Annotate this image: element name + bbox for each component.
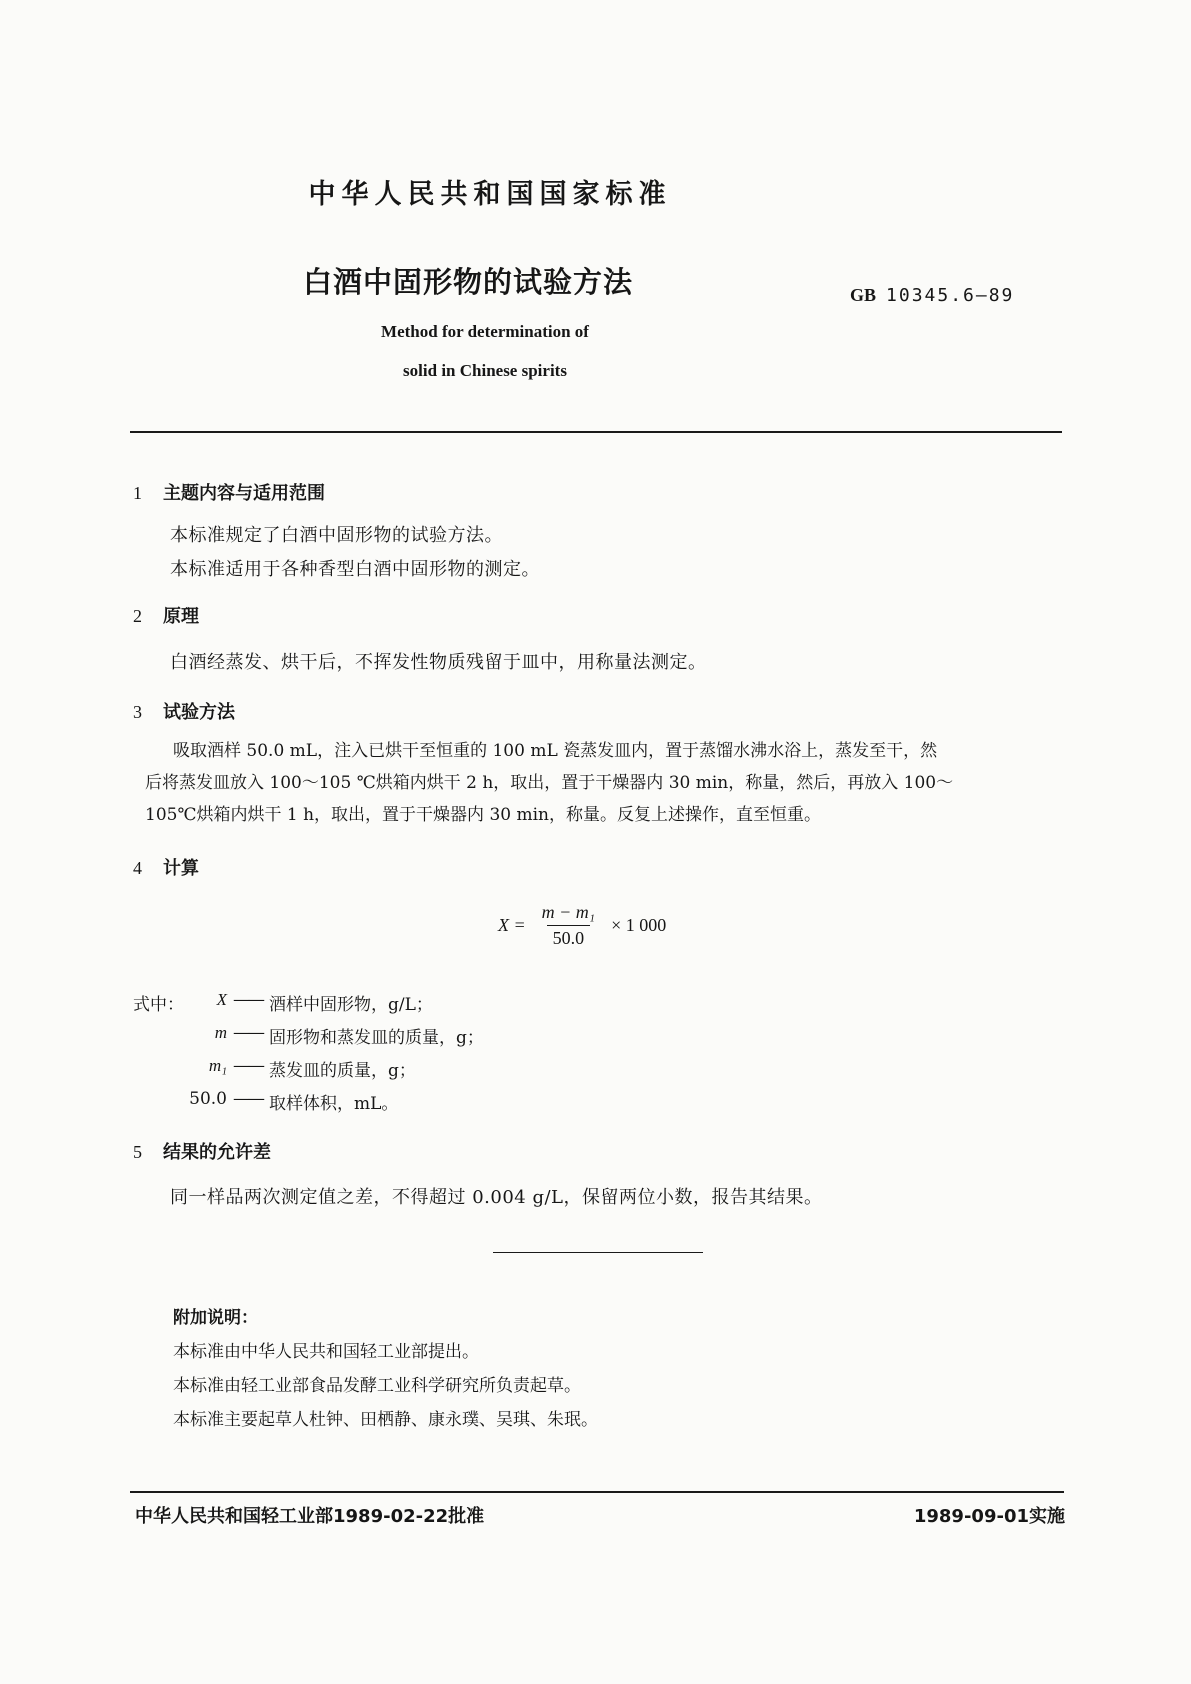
- footer-rule: [130, 1491, 1064, 1493]
- section-number: 1: [133, 483, 142, 503]
- note-item: 本标准由轻工业部食品发酵工业科学研究所负责起草。: [173, 1376, 581, 1396]
- variable-symbol: X: [216, 990, 227, 1009]
- section-3-heading: [133, 698, 235, 724]
- section-1-heading: [133, 479, 325, 505]
- formula-denominator: 50.0: [547, 925, 591, 949]
- note-item: 本标准由中华人民共和国轻工业部提出。: [173, 1342, 479, 1362]
- variable-row: [175, 1089, 775, 1122]
- section-3-line-3: 105℃烘箱内烘干 1 h，取出，置于干燥器内 30 min，称量。反复上述操作，直至恒重。: [145, 805, 821, 825]
- variable-symbol: m₁: [208, 1056, 227, 1075]
- variable-desc: 酒样中固形物，g/L；: [269, 995, 433, 1015]
- formula-multiplier: × 1 000: [611, 915, 667, 935]
- variable-row: [175, 1056, 775, 1089]
- variable-dash: ——: [233, 1023, 263, 1043]
- variable-dash: ——: [233, 1056, 263, 1076]
- variable-symbol: 50.0: [189, 1089, 227, 1109]
- section-number: 4: [133, 858, 142, 878]
- standard-code: 10345.6—89: [886, 285, 1015, 306]
- document-title: 白酒中固形物的试验方法: [303, 265, 634, 299]
- variable-row: [175, 990, 775, 1023]
- end-of-text-rule: [493, 1252, 703, 1253]
- variables-intro: 式中：: [133, 995, 184, 1015]
- variable-dash: ——: [233, 990, 263, 1010]
- section-1-para-2: 本标准适用于各种香型白酒中固形物的测定。: [170, 559, 540, 580]
- standard-prefix: GB: [850, 285, 877, 305]
- section-3-line-1: 吸取酒样 50.0 mL，注入已烘干至恒重的 100 mL 瓷蒸发皿内，置于蒸馏水沸水浴上，蒸发至干，然: [173, 741, 938, 761]
- notes-heading: 附加说明：: [173, 1308, 258, 1328]
- section-3-line-2: 后将蒸发皿放入 100～105 ℃烘箱内烘干 2 h，取出，置于干燥器内 30 min，称量，然后，再放入 100～: [145, 773, 954, 793]
- section-2-para-1: 白酒经蒸发、烘干后，不挥发性物质残留于皿中，用称量法测定。: [170, 652, 707, 673]
- formula-fraction: [536, 902, 601, 949]
- variable-symbol: m: [214, 1023, 227, 1042]
- variable-desc: 固形物和蒸发皿的质量，g；: [269, 1028, 484, 1048]
- section-title: 试验方法: [163, 702, 235, 723]
- variable-desc: 取样体积，mL。: [269, 1094, 399, 1114]
- effective-date: 1989-09-01实施: [913, 1506, 1065, 1527]
- national-standard-header: 中华人民共和国国家标准: [308, 179, 672, 210]
- section-5-heading: [133, 1138, 271, 1164]
- section-2-heading: [133, 602, 199, 628]
- formula-lhs: X =: [498, 915, 526, 935]
- formula-numerator: m − m₁: [541, 902, 596, 922]
- english-title-line2: solid in Chinese spirits: [403, 361, 567, 380]
- variable-desc: 蒸发皿的质量，g；: [269, 1061, 416, 1081]
- variable-dash: ——: [233, 1089, 263, 1109]
- section-title: 主题内容与适用范围: [163, 483, 325, 504]
- standard-number: [850, 285, 1014, 306]
- section-number: 5: [133, 1142, 142, 1162]
- section-title: 计算: [163, 858, 199, 879]
- calculation-formula: [498, 902, 666, 949]
- variables-list: [175, 990, 775, 1122]
- section-number: 2: [133, 606, 142, 626]
- section-title: 原理: [163, 606, 199, 627]
- section-number: 3: [133, 702, 142, 722]
- section-title: 结果的允许差: [163, 1142, 271, 1163]
- section-5-para-1: 同一样品两次测定值之差，不得超过 0.004 g/L，保留两位小数，报告其结果。: [170, 1187, 823, 1208]
- section-3-para: [145, 735, 1065, 831]
- section-1-para-1: 本标准规定了白酒中固形物的试验方法。: [170, 525, 503, 546]
- approval-date: 中华人民共和国轻工业部1989-02-22批准: [135, 1506, 485, 1527]
- variable-row: [175, 1023, 775, 1056]
- english-title-line1: Method for determination of: [381, 322, 589, 341]
- section-4-heading: [133, 854, 199, 880]
- note-item: 本标准主要起草人杜钟、田栖静、康永璞、吴琪、朱珉。: [173, 1410, 598, 1430]
- title-rule: [130, 431, 1062, 433]
